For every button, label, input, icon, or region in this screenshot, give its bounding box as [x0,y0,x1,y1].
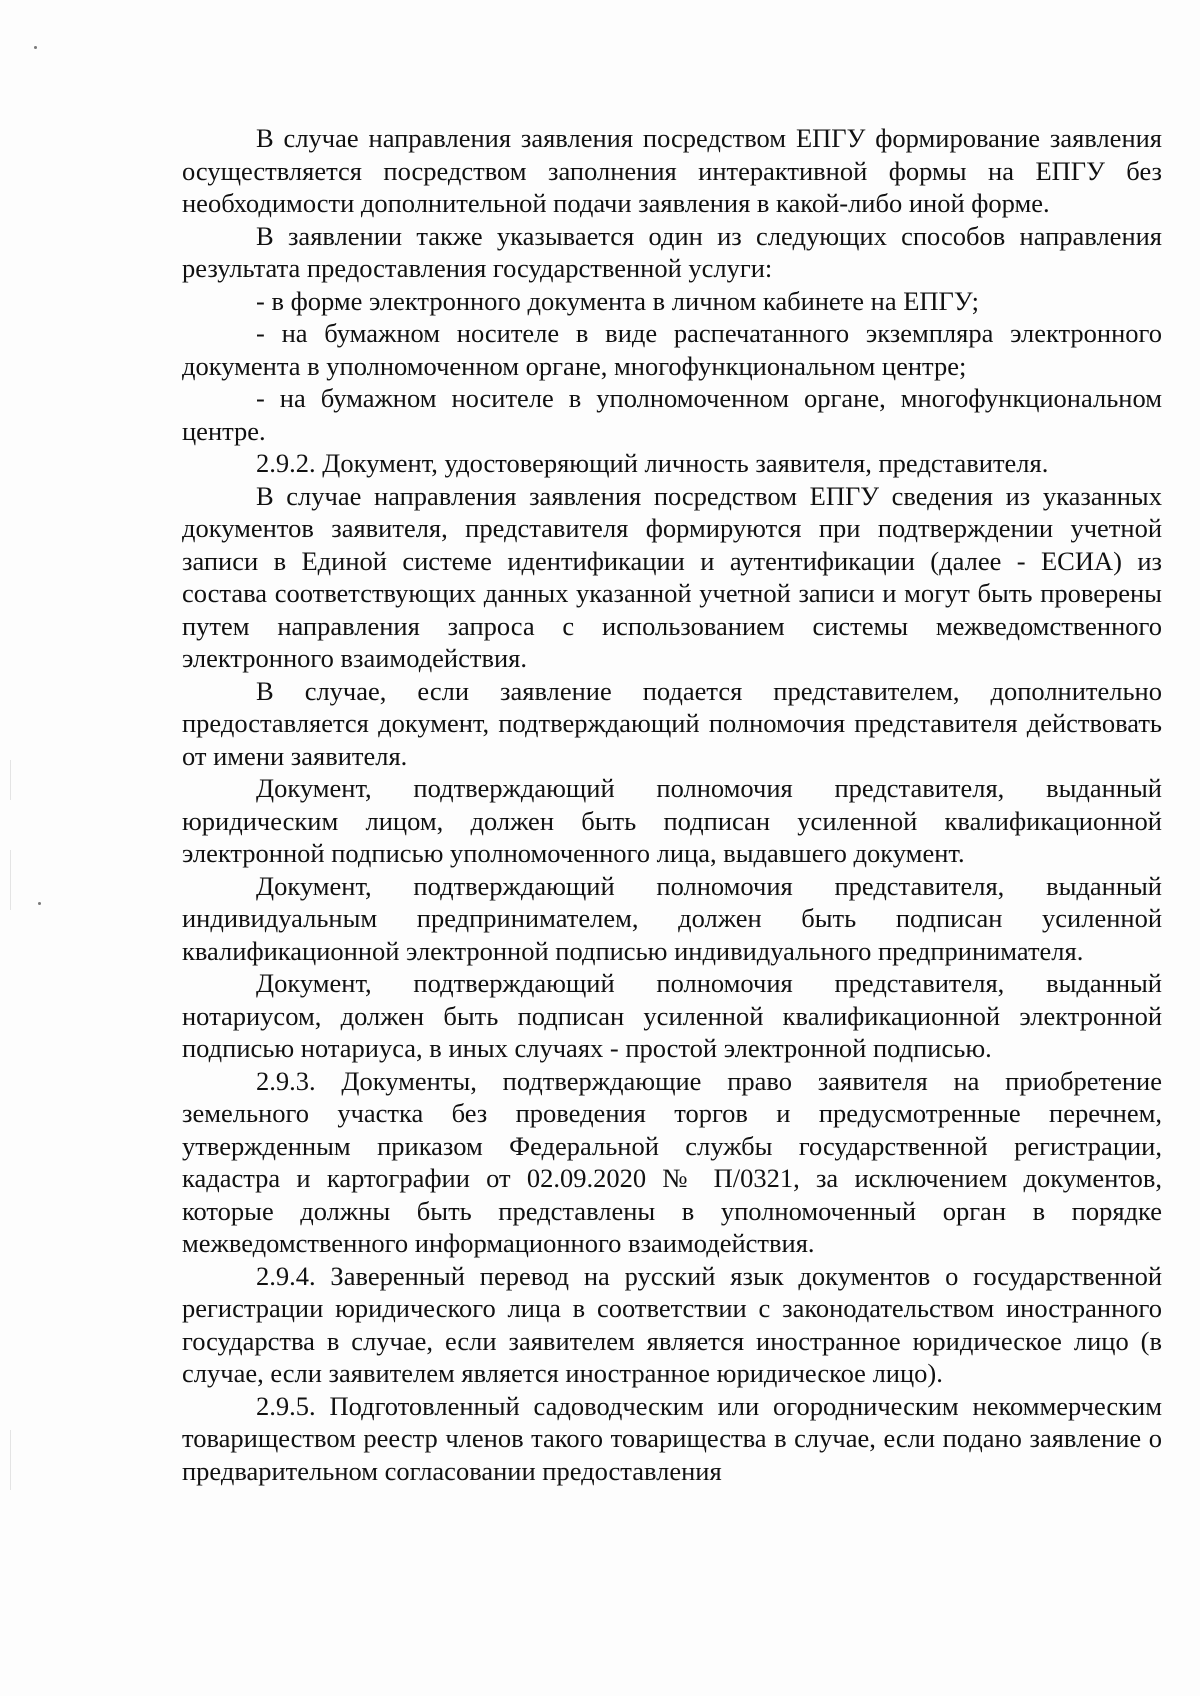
document-body [182,122,1162,1487]
paragraph-representative: В случае, если заявление подается представителем, дополнительно предоставляется документ, подтверждающий полномочия представителя действовать от имени заявителя. [182,675,1162,771]
section-2-9-4: 2.9.4. Заверенный перевод на русский язык документов о государственной регистрации юридического лица в соответствии с законодательством иностранного государства в случае, если заявителем является иностранное юридическое лицо (в случае, если заявителем является иностранное юридическое лицо). [182,1260,1162,1388]
scan-edge-mark [10,850,11,910]
list-item-paper-printout: - на бумажном носителе в виде распечатанного экземпляра электронного документа в уполномоченном органе, многофункциональном центре; [182,318,1162,381]
scan-speck [38,902,41,905]
paragraph-notary: Документ, подтверждающий полномочия представителя, выданный нотариусом, должен быть подписан усиленной квалификационной электронной подписью нотариуса, в иных случаях - простой электронной подписью. [182,968,1162,1063]
paragraph-result-methods: В заявлении также указывается один из следующих способов направления результата предоставления государственной услуги: [182,220,1162,283]
section-2-9-2: 2.9.2. Документ, удостоверяющий личность заявителя, представителя. [256,448,1049,478]
paragraph-esia: В случае направления заявления посредством ЕПГУ сведения из указанных документов заявителя, представителя формируются при подтверждении учетной записи в Единой системе идентификации и аутентификации (далее - ЕСИА) из состава соответствующих данных указанной учетной записи и могут быть проверены путем направления запроса с использованием системы межведомственного электронного взаимодействия. [182,480,1162,673]
section-2-9-3: 2.9.3. Документы, подтверждающие право заявителя на приобретение земельного участка без проведения торгов и предусмотренные перечнем, утвержденным приказом Федеральной службы государственной регистрации, кадастра и картографии от 02.09.2020 № П/0321, за исключением документов, которые должны быть представлены в уполномоченный орган в порядке межведомственного информационного взаимодействия. [182,1065,1162,1258]
list-item-paper: - на бумажном носителе в уполномоченном органе, многофункциональном центре. [182,383,1162,446]
paragraph-legal-entity: Документ, подтверждающий полномочия представителя, выданный юридическим лицом, должен быть подписан усиленной квалификационной электронной подписью уполномоченного лица, выдавшего документ. [182,773,1162,868]
scan-edge-mark [10,1430,11,1490]
scan-speck [34,46,37,49]
paragraph-entrepreneur: Документ, подтверждающий полномочия представителя, выданный индивидуальным предпринимателем, должен быть подписан усиленной квалификационной электронной подписью индивидуального предпринимателя. [182,870,1162,966]
section-2-9-5: 2.9.5. Подготовленный садоводческим или огородническим некоммерческим товариществом реестр членов такого товарищества в случае, если подано заявление о предварительном согласовании предоставления [182,1390,1162,1486]
scan-edge-mark [10,760,11,800]
paragraph-epgu-form: В случае направления заявления посредством ЕПГУ формирование заявления осуществляется посредством заполнения интерактивной формы на ЕПГУ без необходимости дополнительной подачи заявления в какой-либо иной форме. [182,123,1162,218]
list-item-electronic: - в форме электронного документа в личном кабинете на ЕПГУ; [256,285,979,316]
